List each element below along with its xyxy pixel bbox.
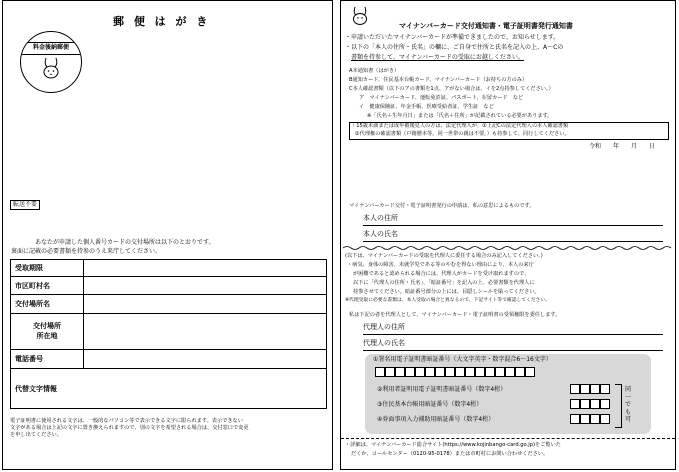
wavy-divider bbox=[343, 245, 673, 251]
footer-divider bbox=[341, 438, 675, 439]
proxy-name-line[interactable] bbox=[363, 350, 663, 351]
row-deadline-value bbox=[84, 260, 327, 277]
date-line: 令和 年 月 日 bbox=[589, 143, 656, 150]
footer-2: だくか、コールセンター（0120-95-0178）または市町村にお問い合わせください。 bbox=[351, 451, 549, 457]
row-municipality-label: 市区町村名 bbox=[11, 277, 84, 295]
intro-2: ・以下の「本人の住所・氏名」の欄に、ご自身で住所と氏名を記入の上、A～Cの bbox=[345, 44, 564, 51]
item-b: B通知カード、住民基本台帳カード、マイナンバーカード（お持ちの方のみ） bbox=[349, 77, 528, 83]
proxy-note-2: ・病気、身体の障害、未就学児である等のやむを得ない理由により、本人の来庁 bbox=[347, 262, 534, 268]
minor-notice-box bbox=[349, 122, 669, 140]
item-a: A本通知書（はがき） bbox=[349, 68, 400, 74]
delegation-statement: 私は下記の者を代理人として、マイナンバーカード・電子証明書の受領権限を委任します。 bbox=[349, 312, 561, 318]
postcard-title: 郵 便 は が き bbox=[113, 15, 211, 28]
row-phone-value bbox=[84, 350, 327, 369]
row-phone-label: 電話番号 bbox=[11, 350, 84, 369]
row-address-label: 交付場所 所在地 bbox=[11, 314, 84, 350]
proxy-name-label: 代理人の氏名 bbox=[363, 339, 405, 347]
self-name-line[interactable] bbox=[363, 241, 663, 242]
pin-1-label: ①署名用電子証明書暗証番号（大文字英字・数字混合6～16文字） bbox=[373, 356, 552, 363]
minor-note-1: ・15歳未満または成年被後見人の方は、法定代理人が、①上記Cの法定代理人の本人確認書類 bbox=[351, 123, 569, 129]
minor-note-2: ②代理権の確認書類（戸籍謄本等。同一世帯の親は不要。）も持参して、同行してください。 bbox=[355, 131, 570, 137]
pin-1-boxes[interactable] bbox=[375, 367, 535, 377]
row-place-value bbox=[84, 295, 327, 314]
pin-panel bbox=[365, 354, 651, 434]
mascot-icon bbox=[41, 56, 61, 80]
item-c: C本人確認書類（以下のアの書類を1点、アがない場合は、イを2点持参してください。） bbox=[349, 86, 554, 92]
proxy-note-5: 持参させてください。暗証番号部分の上には、目隠しシールを貼ってください。 bbox=[353, 289, 540, 295]
pickup-info-table bbox=[10, 259, 327, 409]
no-forward-label: 転送不要 bbox=[10, 200, 40, 210]
proxy-address-label: 代理人の住所 bbox=[363, 323, 405, 331]
proxy-address-line[interactable] bbox=[363, 334, 663, 335]
footer-1: ・詳細は、マイナンバーカード総合サイト(https://www.kojinbango-card.go.jp)をご覧いた bbox=[345, 442, 561, 448]
item-c-note: ※「氏名＋生年月日」または「氏名＋住所」が記載されている必要があります。 bbox=[367, 113, 553, 119]
item-c-i: イ 健康保険証、年金手帳、医療受給者証、学生証 など bbox=[359, 104, 494, 110]
postage-label: 料金後納郵便 bbox=[32, 44, 69, 51]
intro-3: 書類を持参して、マイナンバーカードの受取にお越しください。 bbox=[351, 54, 524, 61]
proxy-note-6: ※代理受取に必要な書類は、本人受取の場合と異なるので、下記サイト等で確認してください。 bbox=[345, 298, 551, 303]
notice-title: マイナンバーカード交付通知書・電子証明書発行通知書 bbox=[399, 22, 573, 30]
postcard-front bbox=[2, 0, 333, 470]
pin-2-boxes[interactable] bbox=[570, 384, 610, 394]
pin-3-label: ③住民基本台帳用暗証番号（数字4桁） bbox=[377, 401, 483, 408]
footnote-1: 電子証明書に使用される文字は、一般的なパソコン等で表示できる文字に限られます。表示できない bbox=[10, 418, 243, 424]
self-address-label: 本人の住所 bbox=[363, 214, 398, 222]
postage-stamp bbox=[20, 31, 82, 93]
declaration: マイナンバーカード交付・電子証明書発行の申請は、私の意思によるものです。 bbox=[349, 203, 535, 209]
notice-line-2: 裏面に記載の必要書類を持参のうえ来庁してください。 bbox=[11, 248, 162, 255]
row-deadline-label: 受取期限 bbox=[11, 260, 84, 277]
same-bracket bbox=[615, 384, 622, 428]
row-address-value bbox=[84, 314, 327, 350]
same-note: 同一でも可 bbox=[625, 386, 632, 423]
pin-4-boxes[interactable] bbox=[570, 414, 610, 424]
proxy-note-1: (以下は、マイナンバーカードの受取を代理人に委任する場合のみ記入してください。) bbox=[345, 253, 543, 259]
notice-line-1: あなたが申請した個人番号カードの交付場所は以下のとおりです。 bbox=[35, 239, 215, 246]
mascot-icon bbox=[351, 6, 369, 26]
footnote-3: を申し出てください。 bbox=[10, 432, 62, 438]
footnote-2: 文字がある場合は上記の文字に置き換えられますので、別の文字を希望される場合は、交付窓口で変更 bbox=[10, 425, 249, 431]
pin-2-label: ②利用者証明用電子証明書暗証番号（数字4桁） bbox=[377, 386, 507, 393]
row-municipality-value bbox=[84, 277, 327, 295]
row-place-label: 交付場所名 bbox=[11, 295, 84, 314]
item-c-a: ア マイナンバーカード、運転免許証、パスポート、在留カード など bbox=[359, 95, 524, 101]
proxy-note-3: が困難であると認められる場合には、代理人がカードを受け取れますので、 bbox=[353, 271, 530, 277]
postcard-back bbox=[340, 0, 676, 470]
row-alt-chars: 代替文字情報 bbox=[11, 369, 327, 409]
intro-1: ・申請いただいたマイナンバーカードが準備できましたので、お知らせします。 bbox=[345, 34, 560, 41]
self-address-line[interactable] bbox=[363, 225, 663, 226]
self-name-label: 本人の氏名 bbox=[363, 230, 398, 238]
pin-4-label: ④券面事項入力補助用暗証番号（数字4桁） bbox=[377, 416, 495, 423]
pin-3-boxes[interactable] bbox=[570, 399, 610, 409]
proxy-note-4: 以下に「代理人の住所・氏名」、「暗証番号」を記入の上、必要書類を代理人に bbox=[353, 280, 535, 286]
